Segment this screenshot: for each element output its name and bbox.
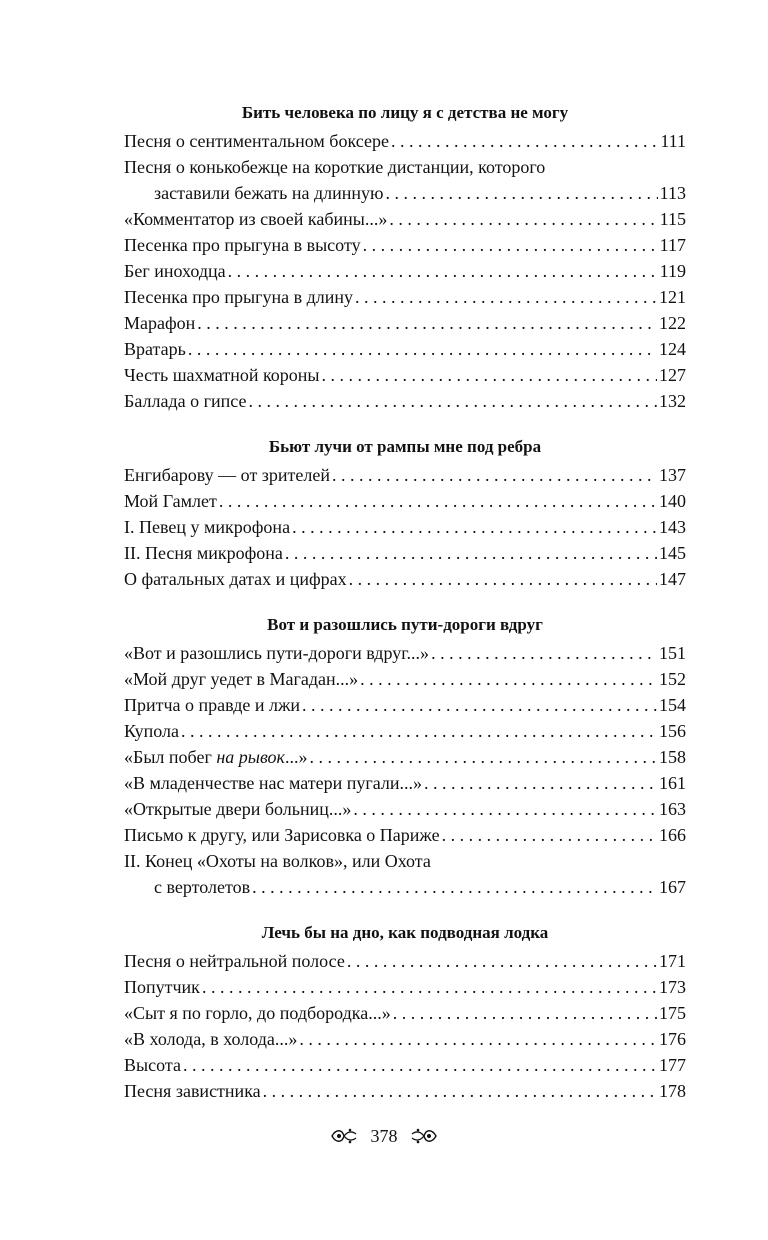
toc-entry-title-text: «Мой друг уедет в Магадан...» <box>124 669 359 689</box>
dot-leader <box>349 566 657 592</box>
toc-page-number: 177 <box>659 1055 686 1075</box>
toc-entry-title <box>124 974 200 1000</box>
toc-page-number: 115 <box>659 209 686 229</box>
toc-entry-title-text: «Комментатор из своей кабины...» <box>124 209 388 229</box>
toc-entry-title-text: Притча о правде и лжи <box>124 695 301 715</box>
toc-entry-title <box>124 258 226 284</box>
section-title: Вот и разошлись пути-дороги вдруг <box>267 615 543 634</box>
toc-page-number: 122 <box>659 313 686 333</box>
dot-leader <box>322 362 657 388</box>
toc-section <box>124 102 686 414</box>
toc-entry <box>124 258 686 284</box>
toc-entry-title <box>124 770 422 796</box>
section-title: Бить человека по лицу я с детства не могу <box>241 103 569 122</box>
toc-page-number: 151 <box>659 643 686 663</box>
toc-entry-title-text: Купола <box>124 721 180 741</box>
toc-entry <box>124 666 686 692</box>
toc-entry-title-line: Песня о конькобежце на короткие дистанции, которого <box>124 157 546 177</box>
toc-page-number: 156 <box>659 721 686 741</box>
toc-page-number: 161 <box>659 773 686 793</box>
toc-entry-title-text: «Сыт я по горло, до подбородка...» <box>124 1003 391 1023</box>
dot-leader <box>389 206 657 232</box>
toc-entry-title-italic: на рывок <box>216 747 285 767</box>
toc-entry-title-text: Бег иноходца <box>124 261 226 281</box>
toc-entry <box>124 796 686 822</box>
dot-leader <box>181 718 657 744</box>
dot-leader <box>391 128 658 154</box>
toc-entry-title-text: «В холода, в холода...» <box>124 1029 298 1049</box>
toc-entry <box>124 948 686 974</box>
toc-entry <box>124 822 686 848</box>
dot-leader <box>393 1000 657 1026</box>
toc-entry <box>124 640 686 666</box>
toc-entry-title <box>124 566 347 592</box>
toc-entry-title-text: Песня о сентиментальном боксере <box>124 131 389 151</box>
dot-leader <box>197 310 657 336</box>
toc-section <box>124 436 686 592</box>
dot-leader <box>353 796 657 822</box>
toc-page-number: 140 <box>659 491 686 511</box>
toc-page-number: 175 <box>659 1003 686 1023</box>
toc-entry-title-text: «В младенчестве нас матери пугали...» <box>124 773 423 793</box>
dot-leader <box>248 388 657 414</box>
toc-page-number: 127 <box>659 365 686 385</box>
toc-page-number: 176 <box>659 1029 686 1049</box>
toc-entry-title <box>124 540 283 566</box>
toc-entry-title <box>124 336 186 362</box>
toc-entry-title <box>124 488 217 514</box>
toc-entry <box>124 128 686 154</box>
dot-leader <box>252 874 657 900</box>
toc-entry <box>124 744 686 770</box>
dot-leader <box>431 640 657 666</box>
section-title: Лечь бы на дно, как подводная лодка <box>261 923 549 942</box>
toc-entry-title-text: Баллада о гипсе <box>124 391 247 411</box>
toc-page-number: 154 <box>659 695 686 715</box>
toc-page-number: 147 <box>659 569 686 589</box>
page-footer <box>0 1122 768 1148</box>
toc-entry-title <box>124 362 320 388</box>
toc-entry-title <box>124 718 179 744</box>
toc-page-number: 167 <box>659 877 686 897</box>
toc-entry-title-text: Попутчик <box>124 977 200 997</box>
dot-leader <box>332 462 657 488</box>
toc-entry-title-text: Мой Гамлет <box>124 491 217 511</box>
ornament-right-icon <box>410 1126 438 1146</box>
dot-leader <box>228 258 658 284</box>
toc-entry-title <box>124 128 389 154</box>
toc-entry-title <box>124 310 195 336</box>
toc-entry <box>124 1078 686 1104</box>
toc-entry-title-text: Песенка про прыгуна в высоту <box>124 235 361 255</box>
toc-entry-title <box>124 640 429 666</box>
toc-section <box>124 922 686 1104</box>
toc-page-number: 111 <box>660 131 686 151</box>
toc-entry-title-text: «Вот и разошлись пути-дороги вдруг...» <box>124 643 430 663</box>
toc-entry-title-text: Письмо к другу, или Зарисовка о Париже <box>124 825 440 845</box>
toc-page-number: 152 <box>659 669 686 689</box>
toc-entry-title <box>154 180 383 206</box>
toc-entry-title-text: с вертолетов <box>154 877 251 897</box>
toc-entry <box>124 206 686 232</box>
toc-entry-title <box>124 514 290 540</box>
toc-entry-title <box>124 796 351 822</box>
toc-entry-title <box>154 874 250 900</box>
toc-entry <box>124 1052 686 1078</box>
toc-entry-title-text: «Был побег <box>124 747 217 767</box>
toc-entry <box>124 718 686 744</box>
toc-entry-title-text: Песня завистника <box>124 1081 261 1101</box>
ornament-left-icon <box>330 1126 358 1146</box>
toc-entry-title-text: О фатальных датах и цифрах <box>124 569 347 589</box>
toc-entry-title-text: I. Певец у микрофона <box>124 517 291 537</box>
toc-entry <box>124 514 686 540</box>
dot-leader <box>347 948 657 974</box>
toc-entry-title <box>124 666 358 692</box>
toc-entry <box>124 848 686 900</box>
toc-entry <box>124 540 686 566</box>
toc-page-number: 132 <box>659 391 686 411</box>
toc-entry-title-text: Песня о нейтральной полосе <box>124 951 345 971</box>
toc-page-number: 119 <box>659 261 686 281</box>
toc-entry <box>124 488 686 514</box>
toc-entry-title <box>124 206 387 232</box>
toc-entry-title-text: заставили бежать на длинную <box>154 183 384 203</box>
toc-entry <box>124 566 686 592</box>
toc-entry <box>124 336 686 362</box>
toc-entry <box>124 362 686 388</box>
section-title: Бьют лучи от рампы мне под ребра <box>268 437 542 456</box>
toc-entry-title <box>124 462 330 488</box>
toc-entry <box>124 1000 686 1026</box>
toc-entry-title-text: Песенка про прыгуна в длину <box>124 287 353 307</box>
dot-leader <box>360 666 657 692</box>
toc-entry <box>124 1026 686 1052</box>
dot-leader <box>302 692 657 718</box>
toc-entry <box>124 154 686 206</box>
toc-entry-title <box>124 1026 297 1052</box>
toc-entry-title-line: II. Конец «Охоты на волков», или Охота <box>124 851 431 871</box>
toc-entry-title-text: Вратарь <box>124 339 186 359</box>
toc-entry <box>124 692 686 718</box>
dot-leader <box>385 180 657 206</box>
toc-entry-title <box>124 232 361 258</box>
dot-leader <box>355 284 657 310</box>
toc-entry-title <box>124 1000 391 1026</box>
page-number: 378 <box>370 1125 398 1146</box>
toc-page-number: 113 <box>659 183 686 203</box>
toc-entry-title-text: II. Песня микрофона <box>124 543 283 563</box>
toc-entry-title <box>124 1052 181 1078</box>
dot-leader <box>309 744 657 770</box>
dot-leader <box>285 540 657 566</box>
toc-page-number: 158 <box>659 747 686 767</box>
toc-entry <box>124 974 686 1000</box>
dot-leader <box>424 770 657 796</box>
toc-page-number: 166 <box>659 825 686 845</box>
dot-leader <box>363 232 658 258</box>
dot-leader <box>183 1052 657 1078</box>
toc-page-number: 173 <box>659 977 686 997</box>
dot-leader <box>263 1078 657 1104</box>
toc-entry <box>124 232 686 258</box>
toc-entry-title <box>124 388 246 414</box>
toc-page-number: 171 <box>659 951 686 971</box>
toc-entry-title <box>124 1078 261 1104</box>
toc-entry-title-tail: ...» <box>284 747 308 767</box>
table-of-contents <box>124 102 686 1126</box>
toc-entry-title <box>124 284 353 310</box>
toc-page-number: 145 <box>659 543 686 563</box>
dot-leader <box>202 974 657 1000</box>
toc-entry-title-text: Честь шахматной короны <box>124 365 320 385</box>
toc-entry-title-text: Енгибарову — от зрителей <box>124 465 331 485</box>
toc-entry <box>124 284 686 310</box>
toc-page-number: 117 <box>659 235 686 255</box>
toc-page-number: 178 <box>659 1081 686 1101</box>
toc-section <box>124 614 686 900</box>
toc-page-number: 143 <box>659 517 686 537</box>
toc-entry <box>124 388 686 414</box>
toc-page-number: 163 <box>659 799 686 819</box>
toc-page-number: 124 <box>659 339 686 359</box>
toc-entry <box>124 310 686 336</box>
dot-leader <box>188 336 657 362</box>
dot-leader <box>299 1026 657 1052</box>
toc-page-number: 137 <box>659 465 686 485</box>
dot-leader <box>219 488 657 514</box>
toc-entry-title <box>124 822 440 848</box>
toc-entry-title-text: «Открытые двери больниц...» <box>124 799 352 819</box>
toc-entry-title-text: Марафон <box>124 313 196 333</box>
toc-entry-title <box>124 692 300 718</box>
toc-entry-title <box>124 744 307 770</box>
toc-entry-title <box>124 948 345 974</box>
toc-page-number: 121 <box>659 287 686 307</box>
dot-leader <box>442 822 657 848</box>
toc-entry <box>124 462 686 488</box>
dot-leader <box>292 514 657 540</box>
toc-entry <box>124 770 686 796</box>
toc-entry-title-text: Высота <box>124 1055 181 1075</box>
